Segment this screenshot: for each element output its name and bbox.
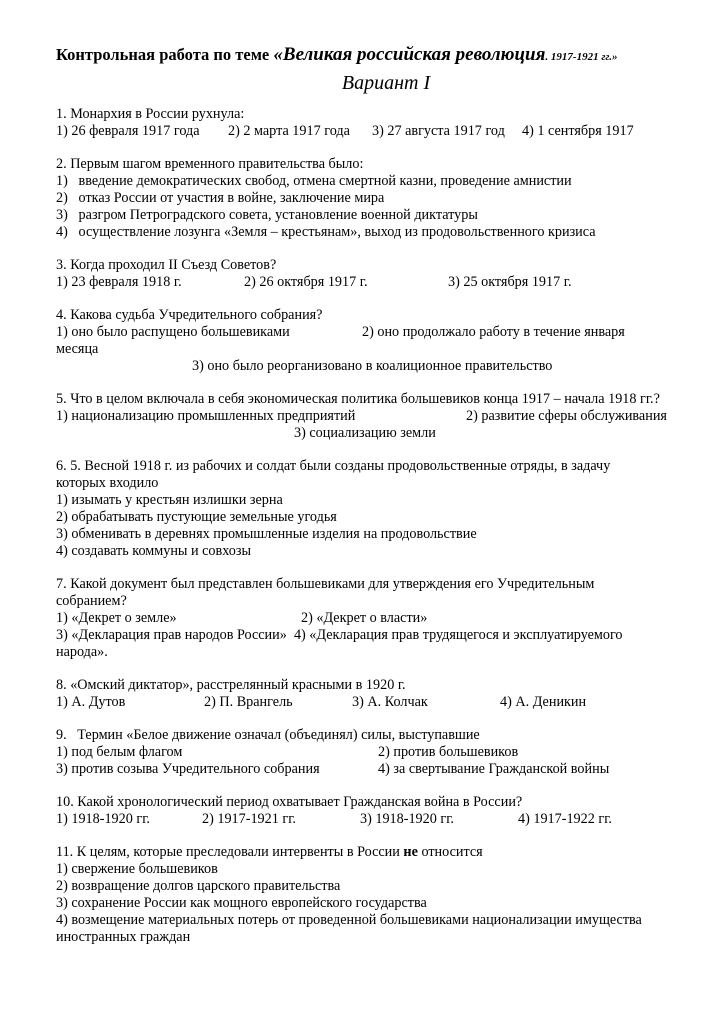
option-1: 1) А. Дутов: [56, 694, 126, 710]
options-row: [56, 744, 676, 761]
option-3: 3) А. Колчак: [352, 694, 428, 710]
option-number: 1): [56, 173, 68, 189]
options-3-4: [56, 627, 656, 661]
option-text: осуществление лозунга «Земля – крестьянам», выход из продовольственного кризиса: [78, 224, 596, 240]
options-row: [56, 274, 676, 291]
question-10: [56, 794, 676, 828]
question-9: [56, 727, 676, 778]
question-text: 10. Какой хронологический период охватывает Гражданская война в России?: [56, 794, 523, 810]
question-3: [56, 257, 676, 291]
question-text-emphasis: не: [403, 844, 418, 860]
option-1: [56, 173, 676, 190]
question-text: 5. Что в целом включала в себя экономическая политика большевиков конца 1917 – начала 1918 гг.?: [56, 391, 660, 407]
option-4: 4) создавать коммуны и совхозы: [56, 543, 252, 559]
question-2: [56, 156, 676, 241]
options-row: [56, 408, 676, 425]
option-4: 4) 1 сентября 1917: [522, 123, 634, 139]
option-4: 4) «Декларация прав трудящегося и эксплуатируемого народа».: [56, 627, 623, 660]
options-row: [56, 324, 676, 341]
option-2: 2) 1917-1921 гг.: [202, 811, 296, 827]
question-text: 3. Когда проходил II Съезд Советов?: [56, 257, 277, 273]
title-dates: . 1917-1921 гг.»: [545, 51, 618, 63]
option-1: 1) «Декрет о земле»: [56, 610, 177, 626]
option-3: 3) «Декларация прав народов России»: [56, 627, 287, 643]
option-text: разгром Петроградского совета, установление военной диктатуры: [78, 207, 478, 223]
test-document: [56, 44, 676, 946]
options-row: [56, 761, 676, 778]
question-text: 8. «Омский диктатор», расстрелянный красными в 1920 г.: [56, 677, 406, 693]
option-3: 3) оно было реорганизовано в коалиционное правительство: [192, 358, 553, 374]
option-1: 1) 23 февраля 1918 г.: [56, 274, 182, 290]
options-row: [56, 610, 676, 627]
option-3: [56, 207, 676, 224]
variant-label: Вариант I: [341, 72, 431, 94]
question-6: [56, 458, 676, 560]
option-4: 4) А. Деникин: [500, 694, 587, 710]
option-4: [56, 224, 676, 241]
option-number: 2): [56, 190, 68, 206]
question-5: [56, 391, 676, 442]
option-3: 3) сохранение России как мощного европейского государства: [56, 895, 427, 911]
option-3: 3) 1918-1920 гг.: [360, 811, 454, 827]
title-topic: «Великая российская революция: [273, 44, 546, 65]
option-2: 2) обрабатывать пустующие земельные угодья: [56, 509, 337, 525]
option-2: 2) оно продолжало работу в течение января: [362, 324, 625, 340]
option-1: 1) национализацию промышленных предприятий: [56, 408, 356, 424]
option-1: 1) под белым флагом: [56, 744, 183, 760]
option-number: 4): [56, 224, 68, 240]
question-text: 6. 5. Весной 1918 г. из рабочих и солдат были созданы продовольственные отряды, в задачу которых входило: [56, 458, 611, 491]
option-3: 3) против созыва Учредительного собрания: [56, 761, 320, 777]
question-text: 1. Монархия в России рухнула:: [56, 106, 245, 122]
options-row: [56, 811, 676, 828]
question-1: [56, 106, 676, 140]
question-text: [56, 844, 676, 861]
test-title: [56, 44, 676, 68]
question-8: [56, 677, 676, 711]
option-number: 3): [56, 207, 68, 223]
title-prefix: Контрольная работа по теме: [56, 45, 270, 64]
option-4: 4) за свертывание Гражданской войны: [378, 761, 610, 777]
option-1: 1) 26 февраля 1917 года: [56, 123, 200, 139]
option-3: 3) обменивать в деревнях промышленные изделия на продовольствие: [56, 526, 477, 542]
option-2: 2) развитие сферы обслуживания: [466, 408, 667, 424]
question-text: 2. Первым шагом временного правительства было:: [56, 156, 364, 172]
option-1: 1) оно было распущено большевиками: [56, 324, 290, 340]
option-2: 2) возвращение долгов царского правительства: [56, 878, 341, 894]
question-text-start: 11. К целям, которые преследовали интервенты в России: [56, 844, 400, 860]
option-2: 2) 2 марта 1917 года: [228, 123, 350, 139]
option-1: 1) свержение большевиков: [56, 861, 218, 877]
question-4: [56, 307, 676, 375]
question-text-end: относится: [421, 844, 483, 860]
question-text: 7. Какой документ был представлен большевиками для утверждения его Учредительным собранием?: [56, 576, 595, 609]
option-3: 3) 27 августа 1917 год: [372, 123, 505, 139]
question-text: 4. Какова судьба Учредительного собрания?: [56, 307, 323, 323]
question-11: [56, 844, 676, 946]
option-text: введение демократических свобод, отмена смертной казни, проведение амнистии: [78, 173, 572, 189]
option-1: 1) изымать у крестьян излишки зерна: [56, 492, 283, 508]
option-4: 4) 1917-1922 гг.: [518, 811, 612, 827]
options-row: [56, 123, 676, 140]
option-1: 1) 1918-1920 гг.: [56, 811, 150, 827]
option-2: 2) «Декрет о власти»: [301, 610, 428, 626]
option-text: отказ России от участия в войне, заключение мира: [78, 190, 385, 206]
option-2: 2) П. Врангель: [204, 694, 293, 710]
option-4: 4) возмещение материальных потерь от проведенной большевиками национализации имущества иностранных граждан: [56, 912, 642, 945]
options-row: [56, 694, 676, 711]
option-2: [56, 190, 676, 207]
option-2: 2) 26 октября 1917 г.: [244, 274, 368, 290]
question-text: 9. Термин «Белое движение означал (объединял) силы, выступавшие: [56, 727, 480, 743]
option-2: 2) против большевиков: [378, 744, 519, 760]
option-3: 3) социализацию земли: [294, 425, 436, 441]
option-3: 3) 25 октября 1917 г.: [448, 274, 572, 290]
question-7: [56, 576, 676, 661]
option-2-continuation: месяца: [56, 341, 99, 357]
